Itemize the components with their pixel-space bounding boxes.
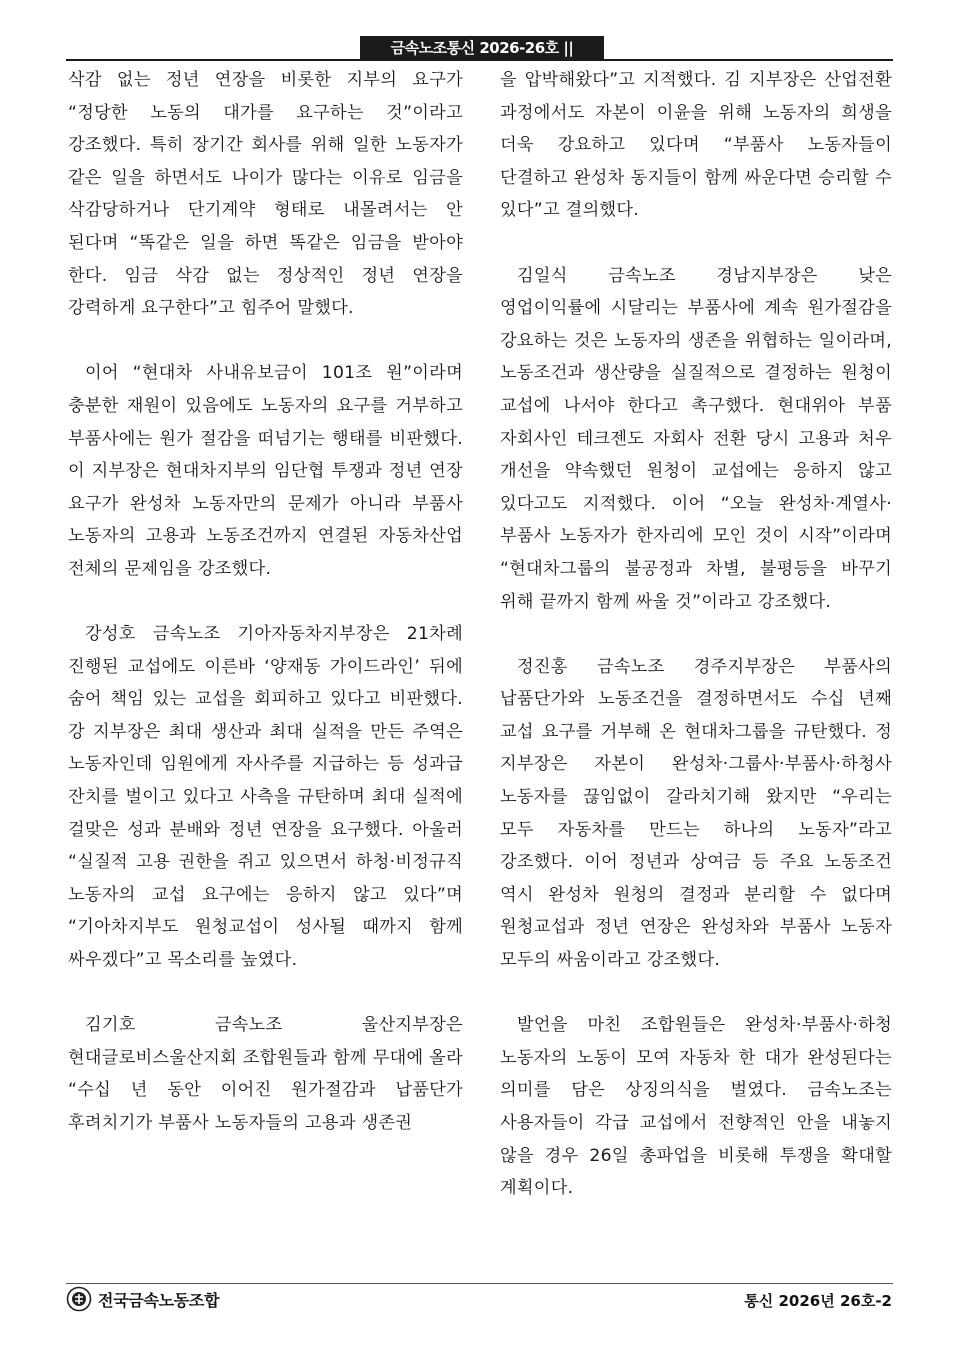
right-paragraph-1: 을 압박해왔다”고 지적했다. 김 지부장은 산업전환 과정에서도 자본이 이윤을 위해 노동자의 희생을 더욱 강요하고 있다며 “부품사 노동자들이 단결하고 완성차 동지들이 함께 싸운다면 승리할 수 있다”고 결의했다.: [500, 70, 892, 221]
footer-divider: [66, 1283, 893, 1284]
union-emblem-icon: [66, 1286, 92, 1312]
right-column: [500, 64, 892, 1205]
right-paragraph-2: 김일식 금속노조 경남지부장은 낮은 영업이익률에 시달리는 부품사에 계속 원가절감을 강요하는 것은 노동자의 생존을 위협하는 일이라며, 노동조건과 생산량을 실질적으로 결정하는 원청이 교섭에 나서야 한다고 촉구했다. 현대위아 부품 자회사인 테크젠도 자회사 전환 당시 고용과 처우 개선을 약속했던 원청이 교섭에는 응하지 않고 있다고도 지적했다. 이어 “오늘 완성차·계열사·부품사 노동자가 한자리에 모인 것이 시작”이라며 “현대차그룹의 불공정과 차별, 불평등을 바꾸기 위해 끝까지 함께 싸울 것”이라고 강조했다.: [500, 265, 892, 612]
right-paragraph-3: 정진홍 금속노조 경주지부장은 부품사의 납품단가와 노동조건을 결정하면서도 수십 년째 교섭 요구를 거부해 온 현대차그룹을 규탄했다. 정 지부장은 자본이 완성차·그룹사·부품사·하청사 노동자를 끊임없이 갈라치기해 왔지만 “우리는 모두 자동차를 만드는 하나의 노동자”라고 강조했다. 이어 정년과 상여금 등 주요 노동조건 역시 완성차 원청의 결정과 분리할 수 없다며 원청교섭과 정년 연장은 완성차와 부품사 노동자 모두의 싸움이라고 강조했다.: [500, 656, 892, 971]
newsletter-header-title: 금속노조통신 2026-26호 || 2026.8.25(화): [360, 36, 604, 60]
left-paragraph-1: 삭감 없는 정년 연장을 비롯한 지부의 요구가 “정당한 노동의 대가를 요구하는 것”이라고 강조했다. 특히 장기간 회사를 위해 일한 노동자가 같은 일을 하면서도 나이가 많다는 이유로 임금을 삭감당하거나 단기계약 형태로 내몰려서는 안 된다며 “똑같은 일을 하면 똑같은 임금을 받아야 한다. 임금 삭감 없는 정상적인 정년 연장을 강력하게 요구한다”고 힘주어 말했다.: [68, 70, 463, 319]
union-name: 전국금속노동조합: [98, 1290, 220, 1310]
left-paragraph-2: 이어 “현대차 사내유보금이 101조 원”이라며 충분한 재원이 있음에도 노동자의 요구를 거부하고 부품사에는 원가 절감을 떠넘기는 행태를 비판했다. 이 지부장은 현대차지부의 임단협 투쟁과 정년 연장 요구가 완성차 노동자만의 문제가 아니라 부품사 노동자의 고용과 노동조건까지 연결된 자동차산업 전체의 문제임을 강조했다.: [68, 363, 463, 579]
page-number-label: 통신 2026년 26호-2: [744, 1292, 892, 1310]
left-paragraph-3: 강성호 금속노조 기아자동차지부장은 21차례 진행된 교섭에도 이른바 ‘양재동 가이드라인’ 뒤에 숨어 책임 있는 교섭을 회피하고 있다고 비판했다. 강 지부장은 최대 생산과 최대 실적을 만든 주역은 노동자인데 임원에게 자사주를 지급하는 등 성과급 잔치를 벌이고 있다고 사측을 규탄하며 최대 실적에 걸맞은 성과 분배와 정년 연장을 요구했다. 아울러 “실질적 고용 권한을 쥐고 있으면서 하청·비정규직 노동자의 교섭 요구에는 응하지 않고 있다”며 “기아차지부도 원청교섭이 성사될 때까지 함께 싸우겠다”고 목소리를 높였다.: [68, 624, 463, 971]
left-column: [68, 64, 463, 1140]
right-paragraph-4: 발언을 마친 조합원들은 완성차·부품사·하청 노동자의 노동이 모여 자동차 한 대가 완성된다는 의미를 담은 상징의식을 벌였다. 금속노조는 사용자들이 각급 교섭에서 전향적인 안을 내놓지 않을 경우 26일 총파업을 비롯해 투쟁을 확대할 계획이다.: [500, 1015, 892, 1199]
header-divider: [66, 59, 893, 61]
footer-logo: [66, 1285, 219, 1313]
left-paragraph-4: 김기호 금속노조 울산지부장은 현대글로비스울산지회 조합원들과 함께 무대에 올라 “수십 년 동안 이어진 원가절감과 납품단가 후려치기가 부품사 노동자들의 고용과 생존권: [68, 1015, 463, 1133]
